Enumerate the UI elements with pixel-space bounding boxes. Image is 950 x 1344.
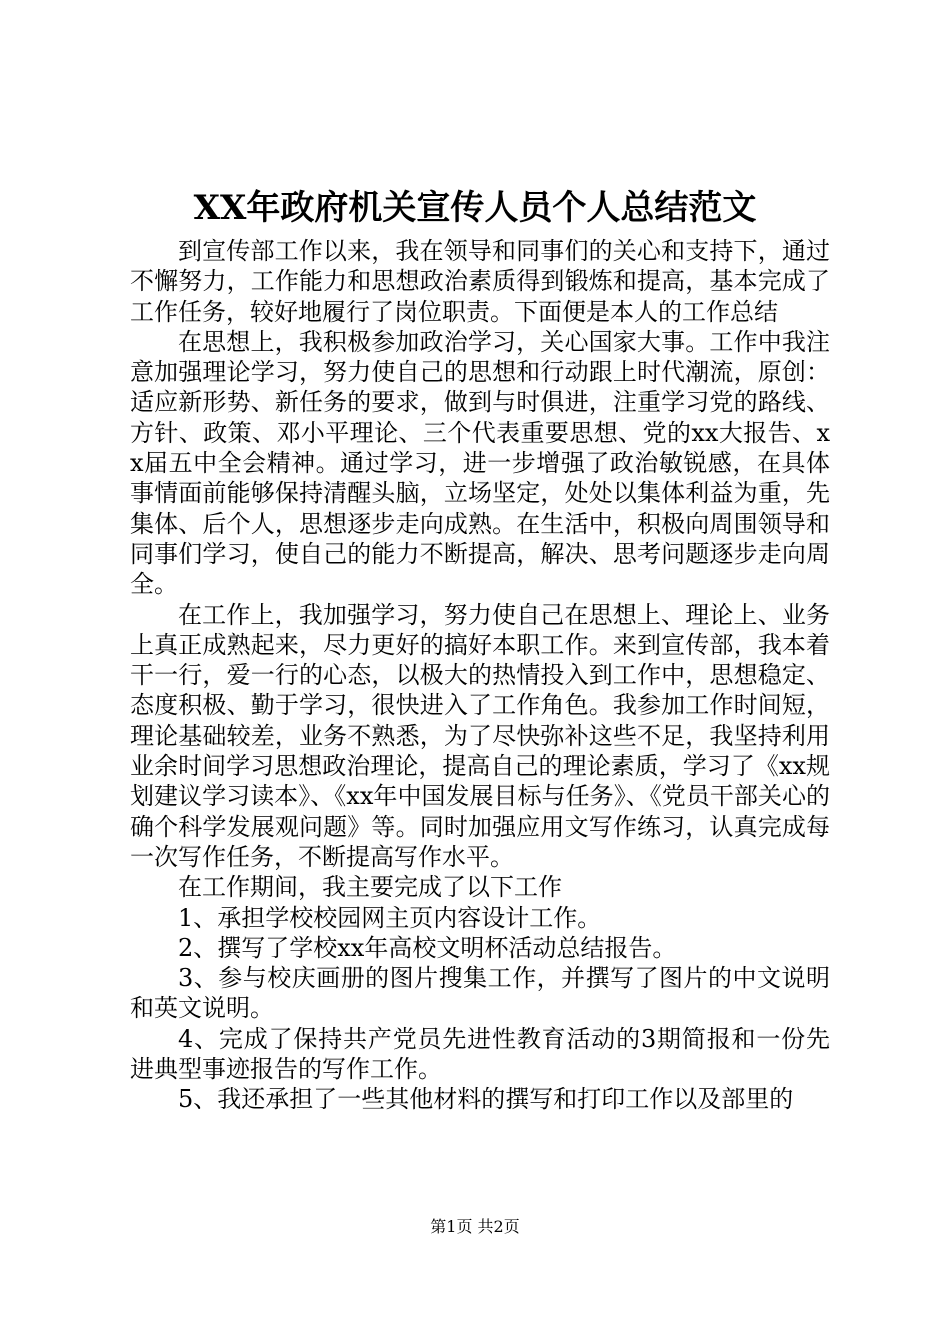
page-number-footer: 第1页 共2页 [430, 1217, 520, 1236]
list-item: 2、撰写了学校xx年高校文明杯活动总结报告。 [178, 933, 677, 962]
list-item: 3、参与校庆画册的图片搜集工作，并撰写了图片的中文说明和英文说明。 [130, 964, 830, 1023]
list-item: 4、完成了保持共产党员先进性教育活动的3期简报和一份先进典型事迹报告的写作工作。 [130, 1024, 830, 1084]
paragraph: 在工作期间，我主要完成了以下工作 [178, 873, 562, 902]
paragraph: 到宣传部工作以来，我在领导和同事们的关心和支持下，通过不懈努力，工作能力和思想政治素质得到锻炼和提高，基本完成了工作任务，较好地履行了岗位职责。下面便是本人的工作总结 [130, 237, 830, 326]
paragraph: 在思想上，我积极参加政治学习，关心国家大事。工作中我注意加强理论学习，努力使自己的思想和行动跟上时代潮流，原创：适应新形势、新任务的要求，做到与时俱进，注重学习党的路线、方针、政策、邓小平理论、三个代表重要思想、党的xx大报告、xx届五中全会精神。通过学习，进一步增强了政治敏锐感，在具体事情面前能够保持清醒头脑，立场坚定，处处以集体利益为重，先集体、后个人，思想逐步走向成熟。在生活中，积极向周围领导和同事们学习，使自己的能力不断提高，解决、思考问题逐步走向周全。 [130, 327, 830, 599]
document-body [130, 236, 830, 1115]
list-item: 5、我还承担了一些其他材料的撰写和打印工作以及部里的 [178, 1085, 794, 1114]
paragraph: 在工作上，我加强学习，努力使自己在思想上、理论上、业务上真正成熟起来，尽力更好的搞好本职工作。来到宣传部，我本着干一行，爱一行的心态，以极大的热情投入到工作中，思想稳定、态度积极、勤于学习，很快进入了工作角色。我参加工作时间短，理论基础较差，业务不熟悉，为了尽快弥补这些不足，我坚持利用业余时间学习思想政治理论，提高自己的理论素质，学习了《xx规划建议学习读本》、《xx年中国发展目标与任务》、《党员干部关心的确个科学发展观问题》等。同时加强应用文写作练习，认真完成每一次写作任务，不断提高写作水平。 [130, 600, 830, 871]
list-item: 1、承担学校校园网主页内容设计工作。 [178, 903, 602, 932]
document-title: XX年政府机关宣传人员个人总结范文 [193, 188, 757, 228]
